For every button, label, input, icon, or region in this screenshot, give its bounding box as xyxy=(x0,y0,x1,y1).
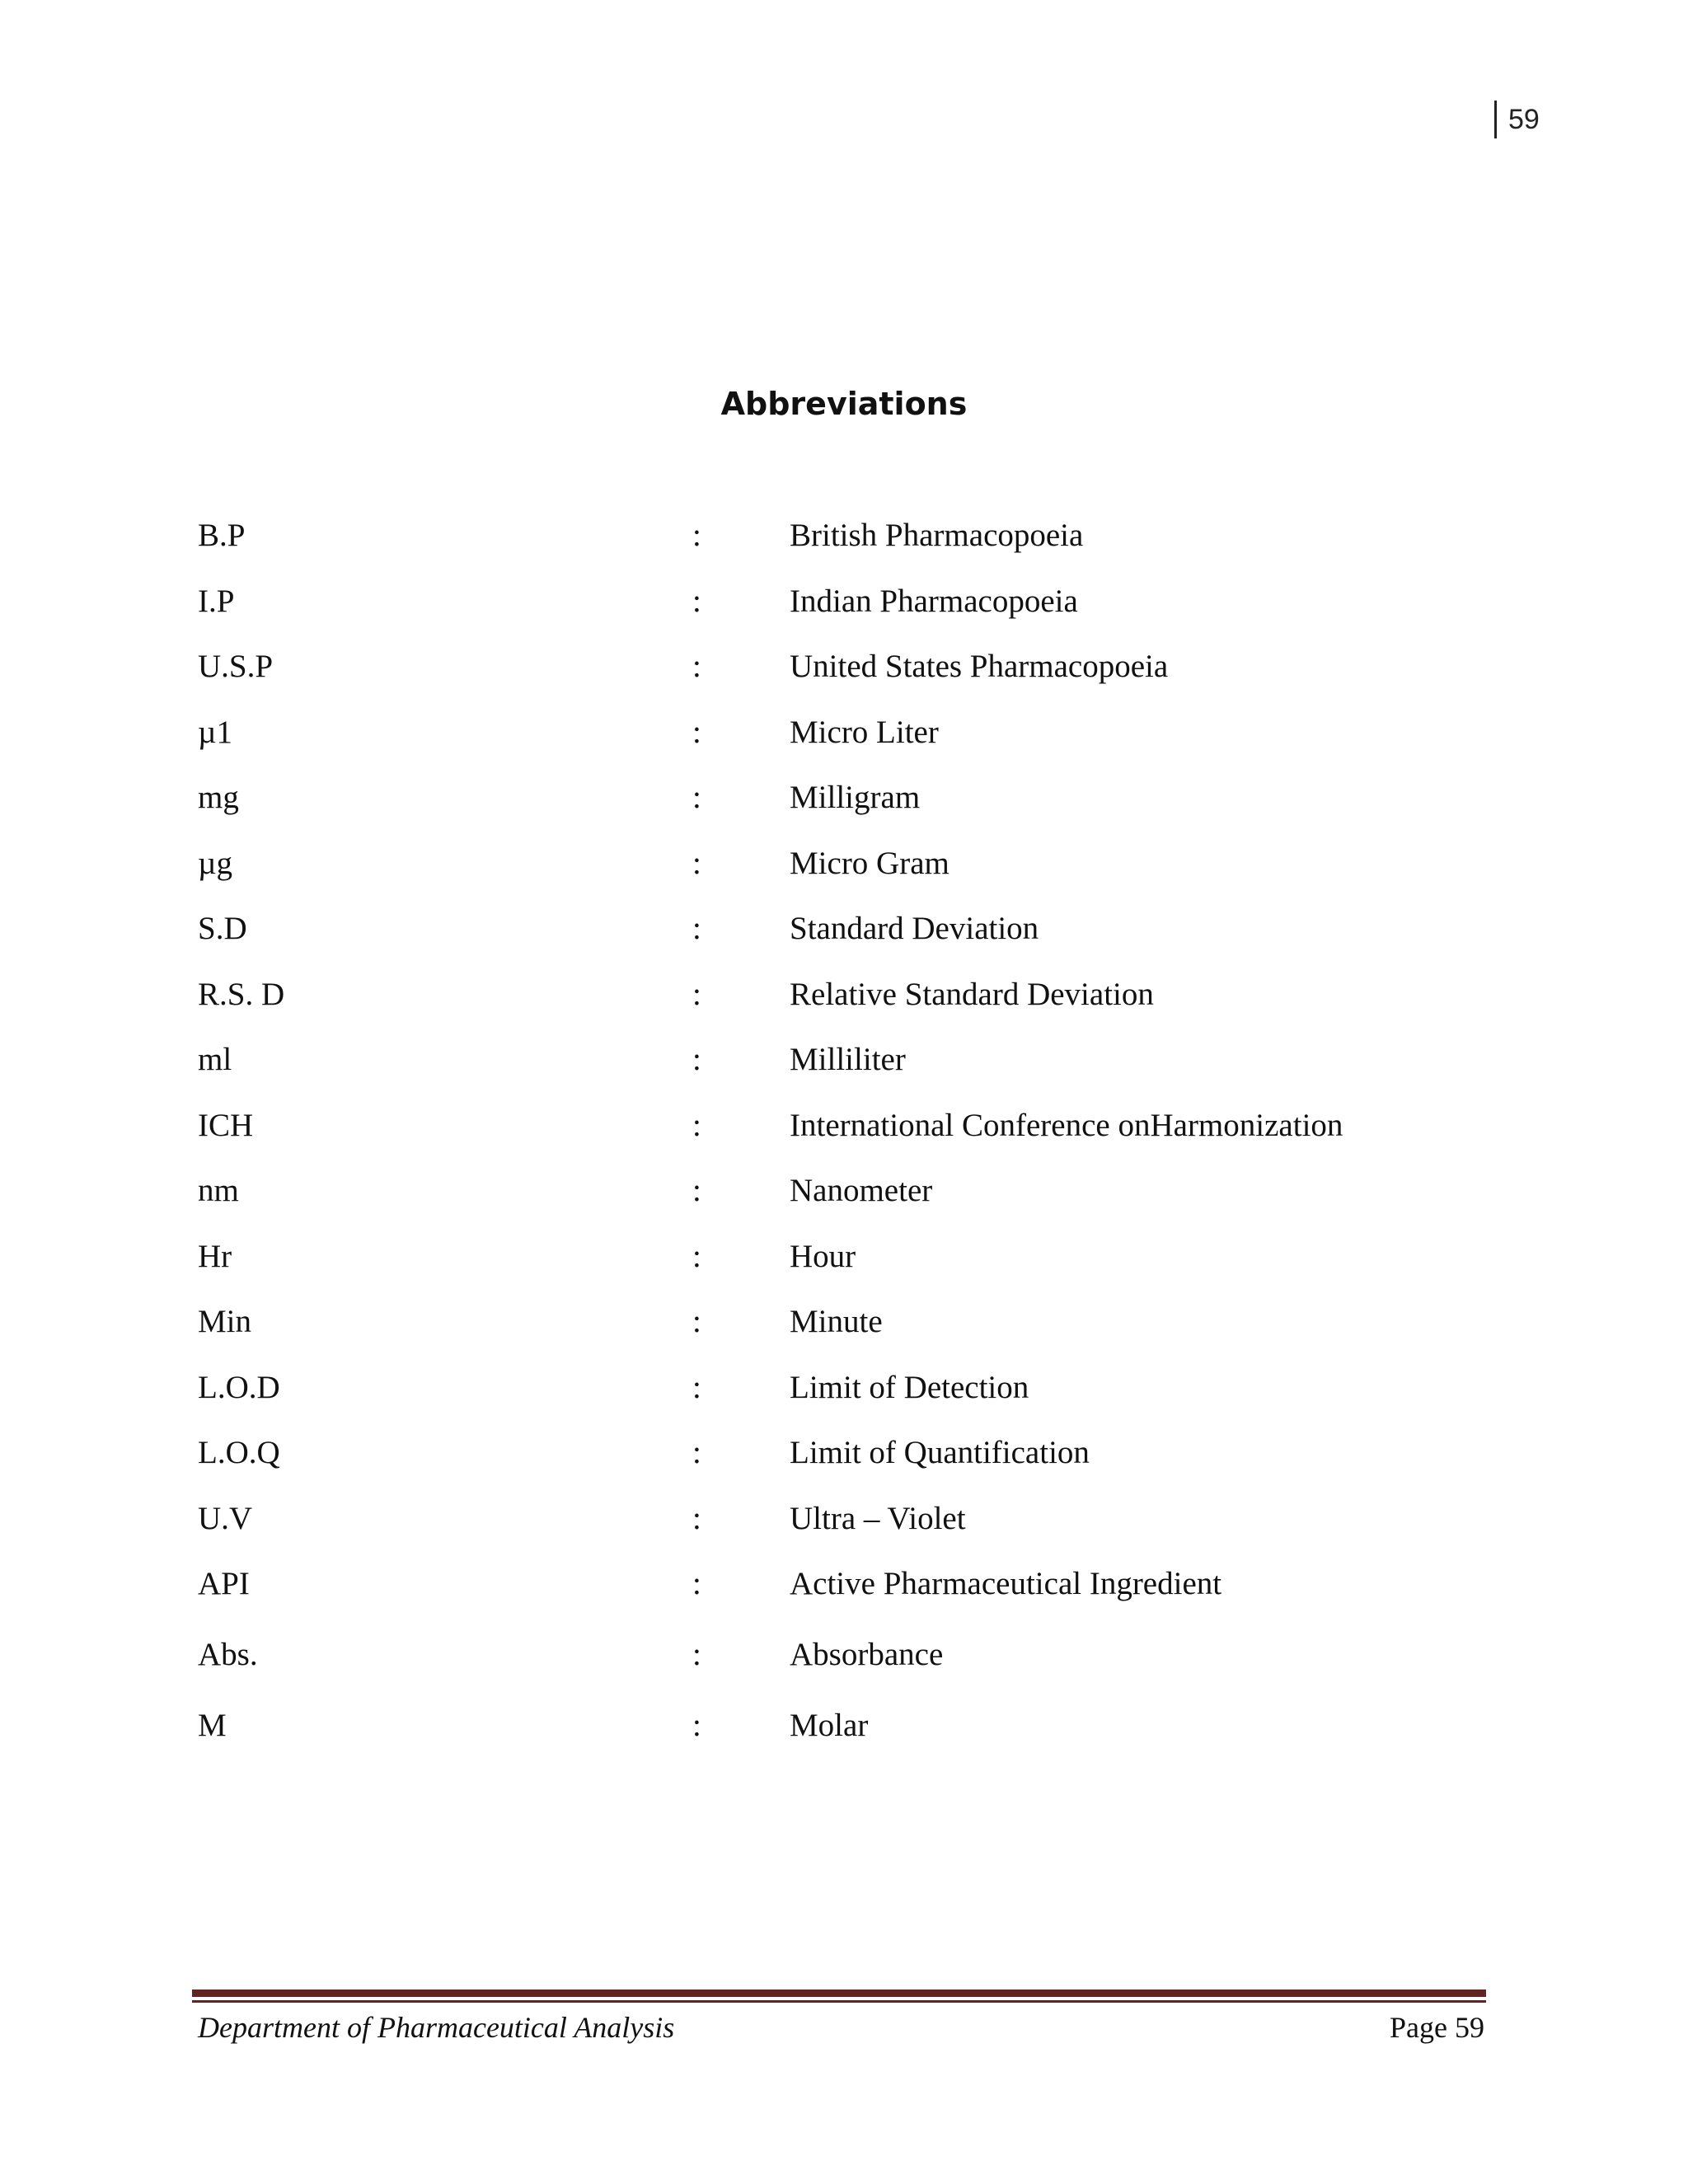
abbreviation-term: M xyxy=(198,1708,227,1743)
abbreviation-definition: Limit of Detection xyxy=(790,1369,1029,1405)
abbreviation-term: ICH xyxy=(198,1107,254,1143)
abbreviation-separator: : xyxy=(692,1042,701,1077)
abbreviation-term: Hr xyxy=(198,1238,232,1274)
abbreviation-separator: : xyxy=(692,1566,701,1601)
abbreviation-term: Min xyxy=(198,1304,252,1339)
abbreviation-row xyxy=(198,1037,1517,1103)
abbreviation-definition: Milliliter xyxy=(790,1042,906,1077)
abbreviation-row xyxy=(198,1496,1517,1562)
abbreviation-separator: : xyxy=(692,911,701,946)
abbreviation-separator: : xyxy=(692,1708,701,1743)
footer-divider-thin xyxy=(192,2000,1486,2003)
abbreviation-term: U.V xyxy=(198,1500,253,1536)
abbreviation-definition: Micro Liter xyxy=(790,714,939,750)
abbreviation-definition: Limit of Quantification xyxy=(790,1435,1090,1470)
abbreviation-list xyxy=(198,513,1517,1769)
abbreviation-separator: : xyxy=(692,583,701,619)
abbreviation-row xyxy=(198,841,1517,907)
abbreviation-term: Abs. xyxy=(198,1637,258,1672)
abbreviation-term: L.O.D xyxy=(198,1369,280,1405)
abbreviation-definition: Hour xyxy=(790,1238,856,1274)
page-title: Abbreviations xyxy=(720,386,968,422)
abbreviation-row xyxy=(198,1561,1517,1632)
abbreviation-separator: : xyxy=(692,1435,701,1470)
abbreviation-term: S.D xyxy=(198,911,247,946)
abbreviation-definition: Standard Deviation xyxy=(790,911,1039,946)
abbreviation-separator: : xyxy=(692,714,701,750)
abbreviation-term: B.P xyxy=(198,518,246,553)
abbreviation-row xyxy=(198,1365,1517,1431)
abbreviation-definition: Minute xyxy=(790,1304,883,1339)
abbreviation-definition: United States Pharmacopoeia xyxy=(790,649,1169,684)
abbreviation-separator: : xyxy=(692,1637,701,1672)
abbreviation-definition: British Pharmacopoeia xyxy=(790,518,1084,553)
abbreviation-row xyxy=(198,1299,1517,1365)
abbreviation-separator: : xyxy=(692,780,701,815)
abbreviation-row xyxy=(198,775,1517,841)
abbreviation-row xyxy=(198,906,1517,972)
abbreviation-row xyxy=(198,710,1517,776)
abbreviation-term: µg xyxy=(198,845,232,881)
abbreviation-term: I.P xyxy=(198,583,235,619)
abbreviation-row xyxy=(198,1103,1517,1169)
abbreviation-separator: : xyxy=(692,1238,701,1274)
abbreviation-separator: : xyxy=(692,1500,701,1536)
footer-department: Department of Pharmaceutical Analysis xyxy=(198,2011,675,2044)
abbreviation-row xyxy=(198,972,1517,1038)
footer-divider-thick xyxy=(192,1990,1486,1997)
abbreviation-separator: : xyxy=(692,845,701,881)
abbreviation-definition: Milligram xyxy=(790,780,921,815)
abbreviation-separator: : xyxy=(692,649,701,684)
abbreviation-term: µ1 xyxy=(198,714,232,750)
abbreviation-definition: Relative Standard Deviation xyxy=(790,976,1154,1012)
abbreviation-definition: Molar xyxy=(790,1708,869,1743)
abbreviation-row xyxy=(198,1632,1517,1703)
abbreviation-row xyxy=(198,1703,1517,1769)
header-page-number: 59 xyxy=(1494,101,1540,138)
abbreviation-row xyxy=(198,1168,1517,1234)
abbreviation-term: mg xyxy=(198,780,239,815)
abbreviation-separator: : xyxy=(692,1304,701,1339)
footer-page-label: Page 59 xyxy=(1390,2011,1484,2044)
abbreviation-definition: Indian Pharmacopoeia xyxy=(790,583,1078,619)
abbreviation-definition: Ultra – Violet xyxy=(790,1500,966,1536)
abbreviation-row xyxy=(198,644,1517,710)
abbreviation-row xyxy=(198,1234,1517,1300)
abbreviation-separator: : xyxy=(692,518,701,553)
abbreviation-row xyxy=(198,1430,1517,1496)
abbreviation-term: nm xyxy=(198,1173,239,1208)
abbreviation-definition: Active Pharmaceutical Ingredient xyxy=(790,1566,1222,1601)
abbreviation-term: ml xyxy=(198,1042,232,1077)
abbreviation-separator: : xyxy=(692,1173,701,1208)
abbreviation-definition: Micro Gram xyxy=(790,845,950,881)
abbreviation-definition: Absorbance xyxy=(790,1637,944,1672)
abbreviation-definition: Nanometer xyxy=(790,1173,933,1208)
abbreviation-separator: : xyxy=(692,1369,701,1405)
abbreviation-term: U.S.P xyxy=(198,649,274,684)
abbreviation-separator: : xyxy=(692,976,701,1012)
abbreviation-row xyxy=(198,513,1517,579)
abbreviation-term: L.O.Q xyxy=(198,1435,280,1470)
abbreviation-row xyxy=(198,579,1517,644)
abbreviation-definition: International Conference onHarmonization xyxy=(790,1107,1343,1143)
abbreviation-separator: : xyxy=(692,1107,701,1143)
abbreviation-term: API xyxy=(198,1566,250,1601)
abbreviation-term: R.S. D xyxy=(198,976,285,1012)
